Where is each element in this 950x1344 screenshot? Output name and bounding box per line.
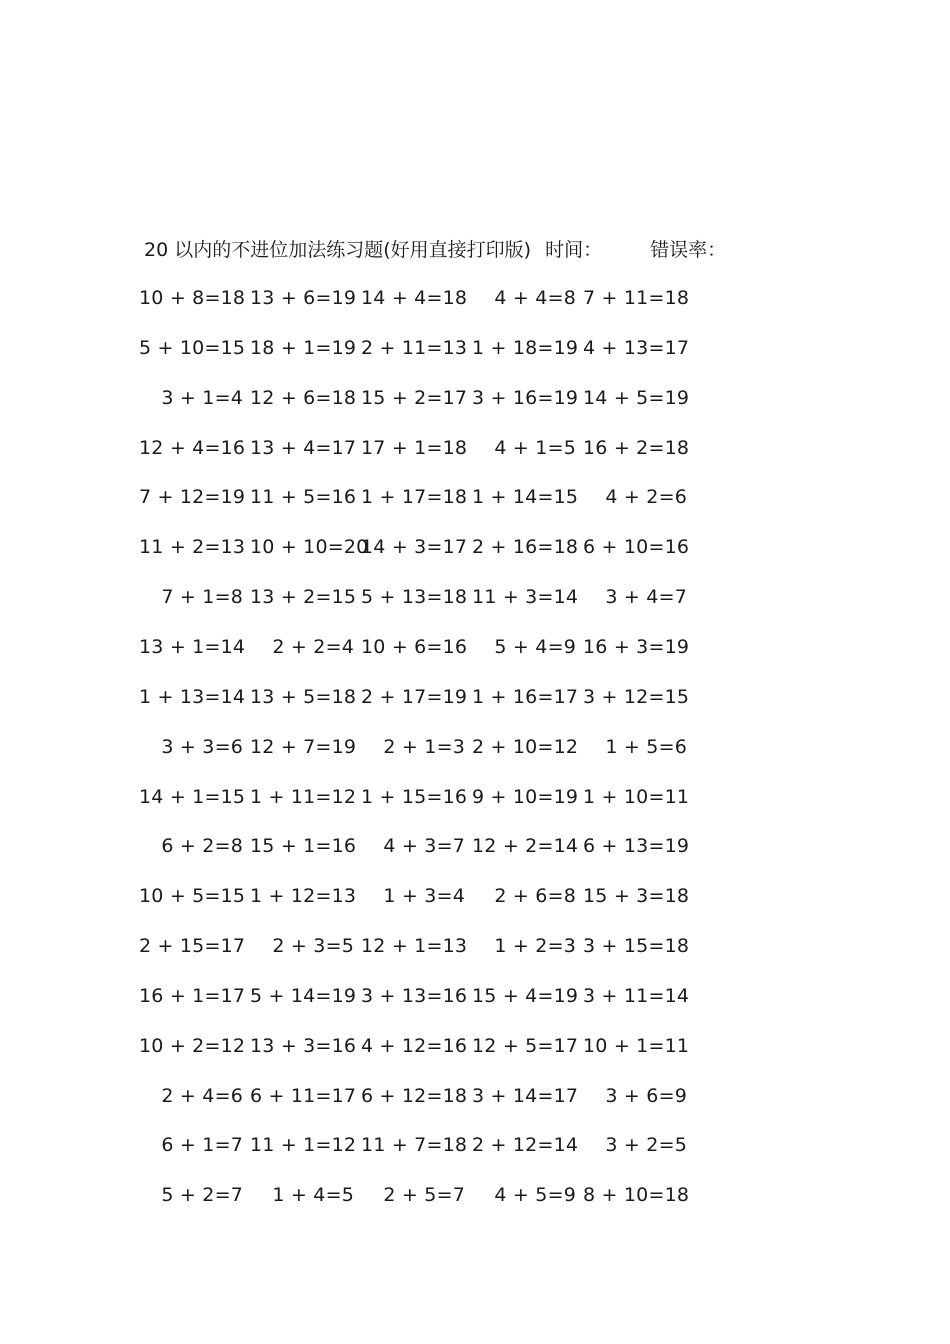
- problem-equation: 2 + 2=4: [272, 635, 354, 658]
- problem-row: [0, 881, 950, 911]
- problem-equation: 2 + 10=12: [472, 735, 579, 758]
- problem-equation: 6 + 1=7: [161, 1134, 243, 1157]
- problem-equation: 11 + 7=18: [361, 1134, 468, 1157]
- problem-equation: 10 + 5=15: [139, 885, 246, 908]
- problem-equation: 12 + 6=18: [250, 386, 357, 409]
- problem-equation: 2 + 5=7: [383, 1184, 465, 1207]
- problem-row: [0, 532, 950, 562]
- problem-equation: 12 + 7=19: [250, 735, 357, 758]
- problem-equation: 12 + 1=13: [361, 935, 468, 958]
- problem-row: [0, 1180, 950, 1210]
- problem-equation: 15 + 3=18: [583, 885, 690, 908]
- problem-equation: 16 + 2=18: [583, 436, 690, 459]
- problem-equation: 13 + 1=14: [139, 635, 246, 658]
- problem-equation: 1 + 5=6: [605, 735, 687, 758]
- problem-equation: 14 + 1=15: [139, 785, 246, 808]
- problem-equation: 14 + 4=18: [361, 287, 468, 309]
- problem-equation: 3 + 1=4: [161, 386, 243, 409]
- problem-equation: 16 + 1=17: [139, 984, 246, 1007]
- problem-equation: 14 + 5=19: [583, 386, 690, 409]
- problem-equation: 15 + 1=16: [250, 835, 357, 858]
- problem-equation: 13 + 2=15: [250, 586, 357, 609]
- problem-row: [0, 782, 950, 812]
- problem-equation: 13 + 5=18: [250, 685, 357, 708]
- problem-equation: 18 + 1=19: [250, 336, 357, 359]
- time-label: 时间：: [545, 239, 603, 261]
- problem-equation: 3 + 4=7: [605, 586, 687, 609]
- problem-equation: 6 + 12=18: [361, 1084, 468, 1107]
- problem-equation: 2 + 6=8: [494, 885, 576, 908]
- problem-equation: 3 + 16=19: [472, 386, 579, 409]
- problem-row: [0, 682, 950, 712]
- problem-equation: 11 + 3=14: [472, 586, 579, 609]
- problem-equation: 3 + 14=17: [472, 1084, 579, 1107]
- problem-equation: 2 + 12=14: [472, 1134, 579, 1157]
- problem-equation: 3 + 6=9: [605, 1084, 687, 1107]
- problem-equation: 1 + 3=4: [383, 885, 465, 908]
- problem-equation: 5 + 14=19: [250, 984, 357, 1007]
- problem-equation: 2 + 11=13: [361, 336, 468, 359]
- page-title: 20 以内的不进位加法练习题(好用直接打印版): [144, 239, 532, 261]
- problem-row: [0, 333, 950, 363]
- problem-equation: 16 + 3=19: [583, 635, 690, 658]
- problem-equation: 4 + 2=6: [605, 486, 687, 509]
- problem-equation: 11 + 1=12: [250, 1134, 357, 1157]
- problem-equation: 4 + 5=9: [494, 1184, 576, 1207]
- problem-row: [0, 1130, 950, 1160]
- problem-equation: 1 + 11=12: [250, 785, 357, 808]
- problem-equation: 10 + 8=18: [139, 287, 246, 309]
- problem-equation: 4 + 12=16: [361, 1034, 468, 1057]
- problem-equation: 8 + 10=18: [583, 1184, 690, 1207]
- problem-row: [0, 732, 950, 762]
- problem-equation: 2 + 3=5: [272, 935, 354, 958]
- problem-row: [0, 632, 950, 662]
- problem-equation: 5 + 13=18: [361, 586, 468, 609]
- problem-equation: 1 + 12=13: [250, 885, 357, 908]
- problem-equation: 6 + 11=17: [250, 1084, 357, 1107]
- problem-equation: 5 + 10=15: [139, 336, 246, 359]
- problem-equation: 12 + 5=17: [472, 1034, 579, 1057]
- problem-row: [0, 1031, 950, 1061]
- problem-equation: 14 + 3=17: [361, 536, 468, 559]
- problem-row: [0, 1081, 950, 1111]
- problem-equation: 2 + 16=18: [472, 536, 579, 559]
- problem-equation: 12 + 4=16: [139, 436, 246, 459]
- problem-equation: 2 + 17=19: [361, 685, 468, 708]
- problem-row: [0, 981, 950, 1011]
- problem-equation: 3 + 13=16: [361, 984, 468, 1007]
- problem-equation: 15 + 2=17: [361, 386, 468, 409]
- problem-equation: 1 + 18=19: [472, 336, 579, 359]
- problem-equation: 1 + 14=15: [472, 486, 579, 509]
- problem-equation: 6 + 10=16: [583, 536, 690, 559]
- problem-equation: 3 + 3=6: [161, 735, 243, 758]
- problem-equation: 3 + 2=5: [605, 1134, 687, 1157]
- problem-equation: 1 + 2=3: [494, 935, 576, 958]
- problem-equation: 2 + 4=6: [161, 1084, 243, 1107]
- problem-equation: 4 + 13=17: [583, 336, 690, 359]
- problem-equation: 13 + 4=17: [250, 436, 357, 459]
- problem-equation: 3 + 11=14: [583, 984, 690, 1007]
- problem-equation: 13 + 3=16: [250, 1034, 357, 1057]
- problem-equation: 11 + 5=16: [250, 486, 357, 509]
- problem-equation: 7 + 1=8: [161, 586, 243, 609]
- error-rate-label: 错误率：: [650, 239, 727, 261]
- problem-equation: 4 + 4=8: [494, 287, 576, 309]
- problem-equation: 10 + 10=20: [250, 536, 369, 559]
- problem-equation: 10 + 2=12: [139, 1034, 246, 1057]
- problem-equation: 2 + 15=17: [139, 935, 246, 958]
- problem-equation: 1 + 10=11: [583, 785, 690, 808]
- problem-equation: 1 + 15=16: [361, 785, 468, 808]
- problem-equation: 3 + 12=15: [583, 685, 690, 708]
- problem-row: [0, 383, 950, 413]
- problem-equation: 6 + 2=8: [161, 835, 243, 858]
- problem-equation: 10 + 6=16: [361, 635, 468, 658]
- problem-equation: 12 + 2=14: [472, 835, 579, 858]
- problem-equation: 13 + 6=19: [250, 287, 357, 309]
- problem-equation: 17 + 1=18: [361, 436, 468, 459]
- problem-equation: 1 + 13=14: [139, 685, 246, 708]
- worksheet-header: [144, 234, 726, 266]
- problem-equation: 6 + 13=19: [583, 835, 690, 858]
- problem-equation: 1 + 17=18: [361, 486, 468, 509]
- problem-equation: 5 + 4=9: [494, 635, 576, 658]
- problem-row: [0, 482, 950, 512]
- problem-equation: 7 + 11=18: [583, 287, 690, 309]
- problem-equation: 7 + 12=19: [139, 486, 246, 509]
- problem-equation: 1 + 4=5: [272, 1184, 354, 1207]
- problem-equation: 10 + 1=11: [583, 1034, 690, 1057]
- problem-equation: 9 + 10=19: [472, 785, 579, 808]
- problem-equation: 5 + 2=7: [161, 1184, 243, 1207]
- problem-row: [0, 433, 950, 463]
- problem-equation: 2 + 1=3: [383, 735, 465, 758]
- problem-row: [0, 931, 950, 961]
- problem-row: [0, 283, 950, 313]
- problem-equation: 1 + 16=17: [472, 685, 579, 708]
- problem-equation: 4 + 1=5: [494, 436, 576, 459]
- problem-equation: 4 + 3=7: [383, 835, 465, 858]
- problem-equation: 11 + 2=13: [139, 536, 246, 559]
- problem-row: [0, 582, 950, 612]
- problem-row: [0, 831, 950, 861]
- problem-equation: 3 + 15=18: [583, 935, 690, 958]
- problem-equation: 15 + 4=19: [472, 984, 579, 1007]
